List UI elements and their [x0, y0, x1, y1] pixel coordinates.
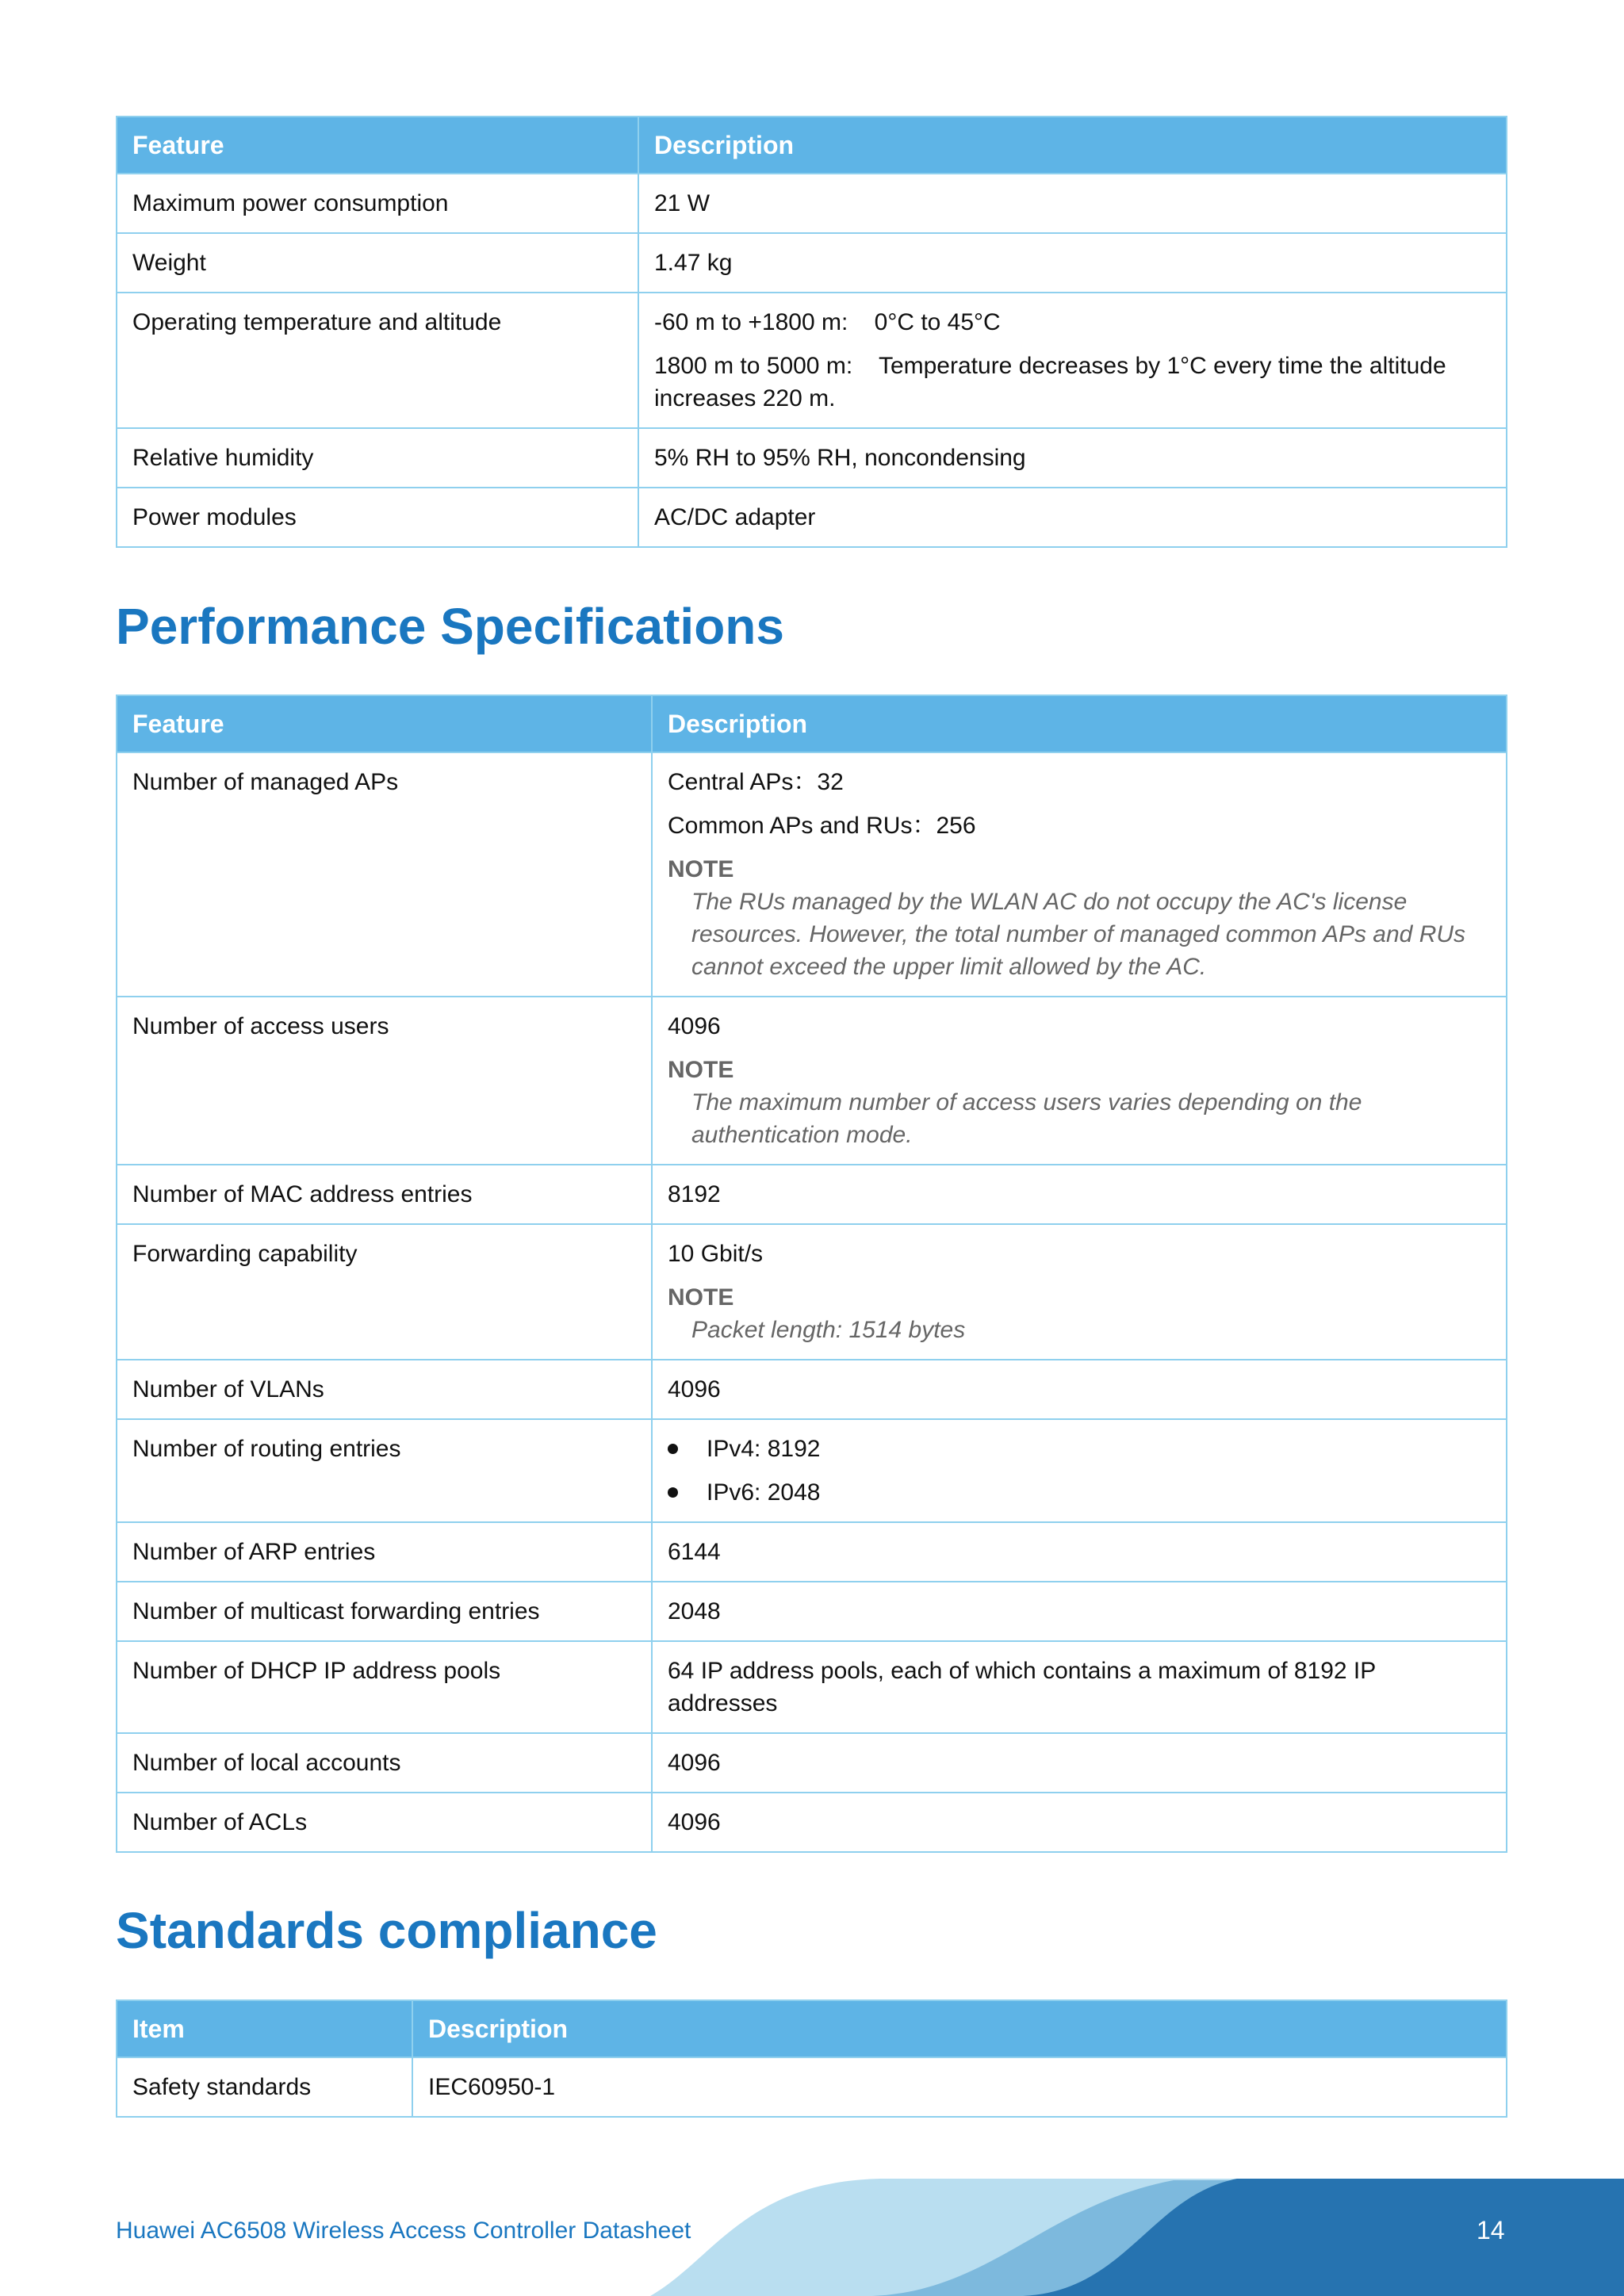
description-cell [652, 1522, 1507, 1582]
feature-cell: Forwarding capability [117, 1224, 652, 1360]
description-text: 4096 [668, 1809, 721, 1835]
table-row [117, 2057, 1507, 2117]
description-text: 5% RH to 95% RH, noncondensing [654, 445, 1026, 471]
description-text: Central APs：32 [668, 769, 844, 795]
description-text: 1.47 kg [654, 250, 733, 276]
table-row [117, 174, 1507, 233]
table-row [117, 428, 1507, 488]
performance-specifications-heading: Performance Specifications [116, 598, 784, 655]
description-cell [652, 1419, 1507, 1522]
description-text: Common APs and RUs：256 [668, 813, 976, 839]
environment-spec-table [116, 116, 1507, 548]
table-row [117, 1522, 1507, 1582]
feature-cell: Number of routing entries [117, 1419, 652, 1522]
description-column-header: Description [412, 2000, 1507, 2057]
description-column-header: Description [638, 117, 1507, 174]
note-label: NOTE [668, 856, 734, 882]
item-column-header: Item [117, 2000, 412, 2057]
feature-cell: Operating temperature and altitude [117, 293, 638, 428]
note-text: The RUs managed by the WLAN AC do not occupy the AC's license resources. However, the total number of managed common APs and RUs cannot exceed the upper limit allowed by the AC. [691, 889, 1466, 980]
description-cell [652, 1641, 1507, 1733]
bullet-item: IPv6: 2048 [668, 1476, 1491, 1509]
feature-cell: Number of ACLs [117, 1793, 652, 1852]
description-text: 64 IP address pools, each of which contains a maximum of 8192 IP addresses [668, 1658, 1376, 1716]
description-text: 4096 [668, 1750, 721, 1776]
description-cell [652, 1165, 1507, 1224]
item-cell: Safety standards [117, 2057, 412, 2117]
description-cell [652, 1793, 1507, 1852]
feature-cell: Number of DHCP IP address pools [117, 1641, 652, 1733]
footer-document-title: Huawei AC6508 Wireless Access Controller Datasheet [116, 2218, 691, 2244]
description-cell [652, 1733, 1507, 1793]
description-text: IEC60950-1 [428, 2074, 556, 2100]
description-cell [652, 1224, 1507, 1360]
description-text: 10 Gbit/s [668, 1241, 764, 1267]
feature-cell: Number of MAC address entries [117, 1165, 652, 1224]
feature-cell: Power modules [117, 488, 638, 547]
standards-compliance-heading: Standards compliance [116, 1902, 657, 1959]
table-header-row [117, 117, 1507, 174]
feature-cell: Weight [117, 233, 638, 293]
description-text: 4096 [668, 1376, 721, 1402]
description-cell [412, 2057, 1507, 2117]
table-row [117, 1641, 1507, 1733]
performance-spec-table [116, 695, 1507, 1853]
description-cell [652, 752, 1507, 997]
note-label: NOTE [668, 1284, 734, 1311]
feature-cell: Number of multicast forwarding entries [117, 1582, 652, 1641]
feature-column-header: Feature [117, 695, 652, 752]
table-row [117, 1582, 1507, 1641]
table-row [117, 1419, 1507, 1522]
feature-cell: Relative humidity [117, 428, 638, 488]
description-cell [638, 428, 1507, 488]
description-cell [638, 233, 1507, 293]
description-cell [652, 997, 1507, 1165]
table-row [117, 233, 1507, 293]
description-column-header: Description [652, 695, 1507, 752]
table-row [117, 1733, 1507, 1793]
feature-cell: Maximum power consumption [117, 174, 638, 233]
description-cell [638, 174, 1507, 233]
table-row [117, 752, 1507, 997]
note-text: Packet length: 1514 bytes [691, 1317, 966, 1343]
standards-compliance-table [116, 1999, 1507, 2118]
description-text: 1800 m to 5000 m: Temperature decreases by 1°C every time the altitude increases 220 m. [654, 353, 1446, 411]
table-header-row [117, 2000, 1507, 2057]
table-header-row [117, 695, 1507, 752]
feature-cell: Number of managed APs [117, 752, 652, 997]
description-text: 8192 [668, 1181, 721, 1207]
feature-cell: Number of ARP entries [117, 1522, 652, 1582]
feature-cell: Number of access users [117, 997, 652, 1165]
table-row [117, 1793, 1507, 1852]
description-text: 21 W [654, 190, 710, 216]
description-cell [652, 1582, 1507, 1641]
description-text: 6144 [668, 1539, 721, 1565]
feature-column-header: Feature [117, 117, 638, 174]
table-row [117, 1165, 1507, 1224]
description-cell [652, 1360, 1507, 1419]
table-row [117, 1224, 1507, 1360]
page-number: 14 [1477, 2216, 1505, 2244]
table-row [117, 293, 1507, 428]
bullet-item: IPv4: 8192 [668, 1433, 1491, 1465]
table-row [117, 1360, 1507, 1419]
feature-cell: Number of VLANs [117, 1360, 652, 1419]
description-text: 2048 [668, 1598, 721, 1624]
feature-cell: Number of local accounts [117, 1733, 652, 1793]
description-text: 4096 [668, 1013, 721, 1039]
description-text: -60 m to +1800 m: 0°C to 45°C [654, 309, 1001, 335]
description-text: AC/DC adapter [654, 504, 816, 530]
table-row [117, 997, 1507, 1165]
table-row [117, 488, 1507, 547]
note-label: NOTE [668, 1057, 734, 1083]
note-text: The maximum number of access users varies depending on the authentication mode. [691, 1089, 1362, 1148]
description-cell [638, 293, 1507, 428]
description-cell [638, 488, 1507, 547]
